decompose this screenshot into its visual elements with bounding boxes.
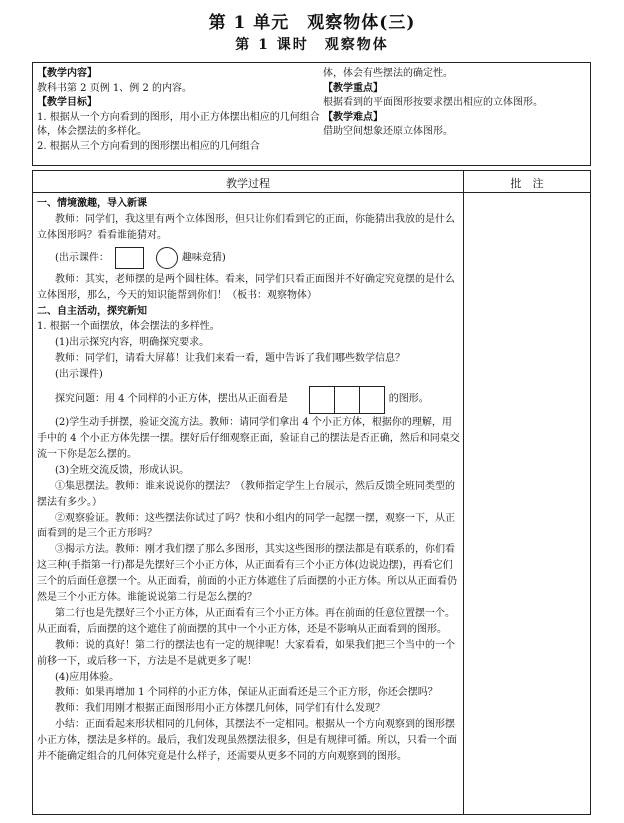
courseware-suffix: 趣味竞猜) <box>181 252 226 264</box>
paragraph: 1. 根据一个面摆放，体会摆法的多样性。 <box>37 321 220 333</box>
paragraph: ②观察验证。教师：这些摆法你试过了吗？快和小组内的同学一起摆一摆，观察一下，从正面看到的是三个正方形吗？ <box>37 512 455 540</box>
paragraph: (出示课件) <box>55 369 103 381</box>
goal-heading: 【教学目标】 <box>37 97 97 108</box>
paragraph: 教师：我们用刚才根据正面图形用小正方体摆几何体，同学们有什么发现？ <box>55 703 385 715</box>
teaching-process-table <box>32 170 591 815</box>
goal-2-continued: 体，体会有些摆法的确定性。 <box>323 68 453 79</box>
info-left-column <box>37 67 320 154</box>
notes-column-header: 批 注 <box>510 177 544 190</box>
content-text: 教科书第 2 页例 1、例 2 的内容。 <box>37 82 192 94</box>
header-divider <box>33 192 590 193</box>
goal-1: 1. 根据从一个方向看到的图形，用小正方体摆出相应的几何组合体，体会摆法的多样化。 <box>37 111 320 137</box>
paragraph: ③揭示方法。教师：刚才我们摆了那么多图形，其实这些图形的摆法都是有联系的，你们看这三种(手指第一行)都是先摆好三个小正方体，从正面看有三个小正方体(边说边摆)，再看它们三个的后面任意摆一个。从正面看，前面的小正方体遮住了后面摆的小正方体。所以从正面看仍然是三个小正方体。谁能说说第二行是怎么摆的？ <box>37 544 457 604</box>
question-line <box>37 386 461 412</box>
three-squares-figure-icon <box>292 386 385 412</box>
paragraph: 教师：同学们，我这里有两个立体图形，但只让你们看到它的正面，你能猜出我放的是什么立体图形吗？看看谁能猜对。 <box>37 213 455 241</box>
paragraph: (2)学生动手拼摆，验证交流方法。教师：请同学们拿出 4 个小正方体，根据你的理解，用手中的 4 个小正方体先摆一摆。摆好后仔细观察正面，验证自己的摆法是否正确，然后和同桌交流一下你是怎么摆的。 <box>37 417 460 460</box>
paragraph: 教师：如果再增加 1 个同样的小正方体，保证从正面看还是三个正方形，你还会摆吗？ <box>55 687 438 699</box>
paragraph: 教师：说的真好！第二行的摆法也有一定的规律呢！大家看看，如果我们把三个当中的一个前移一下，或后移一下，方法是不是就更多了呢！ <box>37 639 455 667</box>
content-heading: 【教学内容】 <box>37 68 97 79</box>
lesson-info-box <box>32 62 591 166</box>
paragraph: 教师：同学们，请看大屏幕！让我们来看一看，题中告诉了我们哪些数学信息？ <box>55 353 405 365</box>
unit-title: 第 1 单元 观察物体(三) <box>208 13 416 33</box>
goal-2: 2. 根据从三个方向看到的图形摆出相应的几何组合 <box>37 140 260 152</box>
question-suffix: 的图形。 <box>388 393 429 405</box>
process-content <box>37 196 461 765</box>
courseware-prefix: (出示课件： <box>55 252 109 264</box>
difficulty-heading: 【教学难点】 <box>323 111 383 123</box>
paragraph: (4)应用体验。 <box>55 671 120 683</box>
section-1-heading: 一、情境激趣，导入新课 <box>37 198 147 209</box>
column-divider <box>463 171 464 814</box>
process-column-header: 教学过程 <box>226 177 270 190</box>
key-point-heading: 【教学重点】 <box>323 82 383 94</box>
paragraph: ①集思摆法。教师：谁来说说你的摆法？（教师指定学生上台展示，然后反馈全班同类型的摆法有多少。） <box>37 480 455 508</box>
key-point-text: 根据看到的平面图形按要求摆出相应的立体图形。 <box>323 97 543 108</box>
question-prefix: 探究问题：用 4 个同样的小正方体，摆出从正面看是 <box>55 393 288 405</box>
section-2-heading: 二、自主活动，探究新知 <box>37 305 147 317</box>
lesson-title: 第 1 课时 观察物体 <box>235 37 389 53</box>
circle-shape-icon <box>156 247 178 269</box>
paragraph: (1)出示探究内容，明确探究要求。 <box>55 337 210 349</box>
rectangle-shape-icon <box>115 247 144 269</box>
info-right-column <box>323 67 585 140</box>
paragraph: 教师：其实，老师摆的是两个圆柱体。看来，同学们只看正面图并不好确定究竟摆的是什么立体图形，那么，今天的知识能帮到你们！（板书：观察物体） <box>37 273 455 301</box>
paragraph: (3)全班交流反馈，形成认识。 <box>55 464 190 476</box>
summary-paragraph: 小结：正面看起来形状相同的几何体，其摆法不一定相同。根据从一个方向观察到的图形摆小正方体，摆法是多样的。最后，我们发现虽然摆法很多，但是有规律可循。所以，只看一个面并不能确定组合的几何体究竟是什么样子，还需要从更多不同的方向观察到的图形。 <box>37 719 457 763</box>
paragraph: 第二行也是先摆好三个小正方体，从正面看有三个小正方体。再在前面的任意位置摆一个。从正面看，后面摆的这个遮住了前面摆的其中一个小正方体，还是不影响从正面看到的图形。 <box>37 607 455 635</box>
courseware-line <box>37 247 461 269</box>
difficulty-text: 借助空间想象还原立体图形。 <box>323 126 453 137</box>
